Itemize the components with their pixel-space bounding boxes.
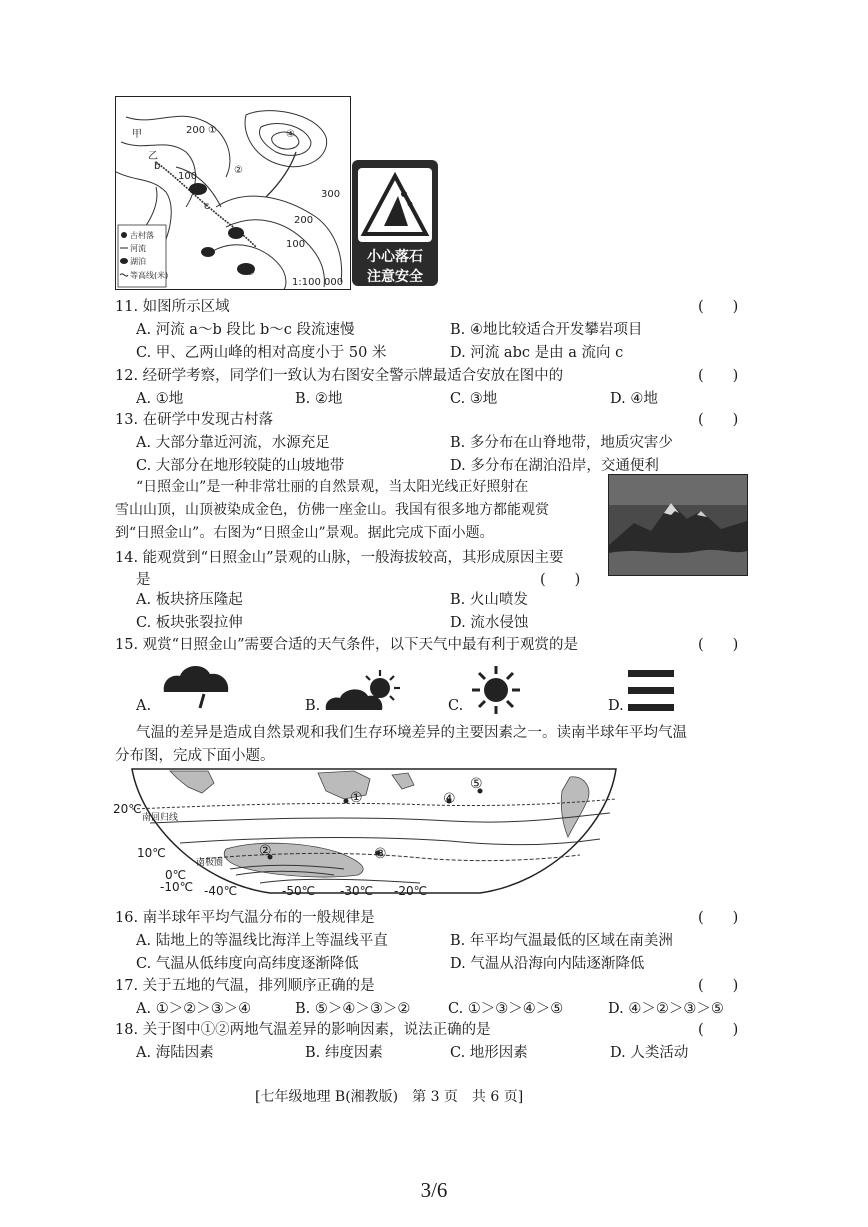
q16-stem: 16. 南半球年平均气温分布的一般规律是	[115, 910, 375, 926]
q18-stem: 18. 关于图中①②两地气温差异的影响因素，说法正确的是	[115, 1022, 491, 1038]
q11-option-b[interactable]: B. ④地比较适合开发攀岩项目	[450, 322, 643, 338]
q17-option-c[interactable]: C. ①＞③＞④＞⑤	[448, 1001, 564, 1017]
svg-text:200: 200	[186, 125, 206, 136]
q14-option-d[interactable]: D. 流水侵蚀	[450, 615, 529, 631]
q13-stem: 13. 在研学中发现古村落	[115, 412, 274, 428]
q18-option-b[interactable]: B. 纬度因素	[305, 1045, 383, 1061]
svg-text:200: 200	[294, 215, 314, 226]
intro2-line1: 气温的差异是造成自然景观和我们生存环境差异的主要因素之一。读南半球年平均气温	[136, 725, 687, 741]
q13-answer-paren[interactable]: ( )	[698, 412, 739, 428]
intro2-line2: 分布图，完成下面小题。	[115, 748, 275, 764]
q12-option-a[interactable]: A. ①地	[136, 391, 184, 407]
q14-option-b[interactable]: B. 火山喷发	[450, 592, 528, 608]
q13-option-a[interactable]: A. 大部分靠近河流，水源充足	[136, 435, 330, 451]
falling-rock-icon	[358, 168, 432, 242]
temp-label-10: 10℃	[137, 846, 166, 860]
partly-cloudy-icon	[322, 668, 408, 714]
svg-text:100: 100	[178, 171, 198, 182]
intro1-line2: 雪山山顶，山顶被染成金色，仿佛一座金山。我国有很多地方都能观赏	[115, 502, 549, 518]
svg-text:乙: 乙	[148, 151, 158, 162]
q17-option-d[interactable]: D. ④＞②＞③＞⑤	[608, 1001, 724, 1017]
svg-text:300: 300	[321, 189, 341, 200]
rain-cloud-icon	[158, 660, 236, 710]
q11-answer-paren[interactable]: ( )	[698, 299, 739, 315]
map-point-2: ②	[259, 843, 272, 859]
svg-text:②: ②	[234, 165, 243, 176]
q14-stem-line1: 14. 能观赏到“日照金山”景观的山脉，一般海拔较高，其形成原因主要	[115, 550, 564, 566]
bottom-label-minus20: -20℃	[394, 884, 428, 898]
q16-option-a[interactable]: A. 陆地上的等温线比海洋上等温线平直	[136, 933, 388, 949]
svg-text:b: b	[154, 161, 161, 172]
svg-text:①: ①	[208, 125, 217, 136]
map-point-3: ③	[374, 846, 387, 862]
q13-option-c[interactable]: C. 大部分在地形较陡的山坡地带	[136, 458, 345, 474]
q14-option-a[interactable]: A. 板块挤压隆起	[136, 592, 243, 608]
q12-option-c[interactable]: C. ③地	[450, 391, 498, 407]
intro1-line1: “日照金山”是一种非常壮丽的自然景观，当太阳光线正好照射在	[136, 479, 529, 495]
svg-text:湖泊: 湖泊	[130, 257, 146, 266]
q15-option-d[interactable]: D.	[608, 698, 624, 714]
bottom-label-minus40: -40℃	[204, 884, 238, 898]
tropic-label: 南回归线	[142, 813, 179, 823]
svg-text:100: 100	[286, 239, 306, 250]
q17-stem: 17. 关于五地的气温，排列顺序正确的是	[115, 978, 375, 994]
q16-option-d[interactable]: D. 气温从沿海向内陆逐渐降低	[450, 956, 645, 972]
golden-mountain-photo	[608, 474, 748, 576]
q18-answer-paren[interactable]: ( )	[698, 1022, 739, 1038]
svg-text:古村落: 古村落	[130, 231, 154, 240]
q17-option-b[interactable]: B. ⑤＞④＞③＞②	[295, 1001, 411, 1017]
q18-option-d[interactable]: D. 人类活动	[610, 1045, 689, 1061]
q18-option-a[interactable]: A. 海陆因素	[136, 1045, 214, 1061]
southern-hemisphere-temperature-map	[130, 765, 620, 900]
page-number: 3/6	[420, 1178, 448, 1202]
q15-option-c[interactable]: C.	[448, 698, 464, 714]
q17-answer-paren[interactable]: ( )	[698, 978, 739, 994]
q12-answer-paren[interactable]: ( )	[698, 368, 739, 384]
q15-option-a[interactable]: A.	[136, 698, 152, 714]
q12-stem: 12. 经研学考察，同学们一致认为右图安全警示牌最适合安放在图中的	[115, 368, 564, 384]
q11-option-a[interactable]: A. 河流 a～b 段比 b～c 段流速慢	[136, 322, 355, 338]
q14-answer-paren[interactable]: ( )	[540, 572, 581, 588]
q13-option-b[interactable]: B. 多分布在山脊地带，地质灾害少	[450, 435, 673, 451]
q12-option-b[interactable]: B. ②地	[295, 391, 343, 407]
svg-text:等高线(米): 等高线(米)	[130, 271, 169, 280]
bottom-label-minus50: -50℃	[282, 884, 316, 898]
q16-option-c[interactable]: C. 气温从低纬度向高纬度逐渐降低	[136, 956, 359, 972]
q11-option-c[interactable]: C. 甲、乙两山峰的相对高度小于 50 米	[136, 345, 387, 361]
svg-text:④: ④	[286, 129, 295, 140]
intro1-line3: 到“日照金山”。右图为“日照金山”景观。据此完成下面小题。	[115, 525, 494, 541]
warning-sign	[352, 160, 438, 286]
fog-icon	[626, 668, 676, 714]
q12-option-d[interactable]: D. ④地	[610, 391, 658, 407]
map-point-4: ④	[443, 791, 456, 807]
q11-option-d[interactable]: D. 河流 abc 是由 a 流向 c	[450, 345, 624, 361]
q17-option-a[interactable]: A. ①＞②＞③＞④	[136, 1001, 252, 1017]
q14-option-c[interactable]: C. 板块张裂拉伸	[136, 615, 243, 631]
map-point-1: ①	[350, 790, 363, 806]
bottom-label-minus30: -30℃	[340, 884, 374, 898]
q16-option-b[interactable]: B. 年平均气温最低的区域在南美洲	[450, 933, 673, 949]
topographic-map	[115, 96, 351, 290]
q18-option-c[interactable]: C. 地形因素	[450, 1045, 528, 1061]
svg-text:c: c	[204, 201, 210, 212]
topo-legend	[118, 225, 168, 287]
q11-stem: 11. 如图所示区域	[115, 299, 230, 315]
svg-text:甲: 甲	[132, 129, 142, 140]
q15-answer-paren[interactable]: ( )	[698, 637, 739, 653]
contour-map-graphic	[116, 97, 350, 289]
svg-text:③: ③	[246, 267, 255, 278]
svg-text:1:100 000: 1:100 000	[292, 277, 344, 288]
map-point-5: ⑤	[470, 776, 483, 792]
svg-text:河流: 河流	[130, 244, 146, 253]
q14-stem-line2: 是	[136, 572, 151, 588]
temp-label-0: 0℃	[165, 868, 187, 882]
temp-label-minus10: -10℃	[160, 880, 194, 894]
temp-label-20: 20℃	[113, 802, 142, 816]
q16-answer-paren[interactable]: ( )	[698, 910, 739, 926]
q15-option-b[interactable]: B.	[305, 698, 321, 714]
polar-circle-label: 南极圈	[196, 858, 224, 868]
q15-stem: 15. 观赏“日照金山”需要合适的天气条件，以下天气中最有利于观赏的是	[115, 637, 578, 653]
sign-text-line1: 小心落石	[367, 249, 423, 265]
sun-icon	[468, 664, 524, 716]
q13-option-d[interactable]: D. 多分布在湖泊沿岸，交通便利	[450, 458, 659, 474]
page-footer: [七年级地理 B(湘教版) 第 3 页 共 6 页]	[255, 1089, 524, 1105]
sign-text-line2: 注意安全	[367, 269, 423, 285]
